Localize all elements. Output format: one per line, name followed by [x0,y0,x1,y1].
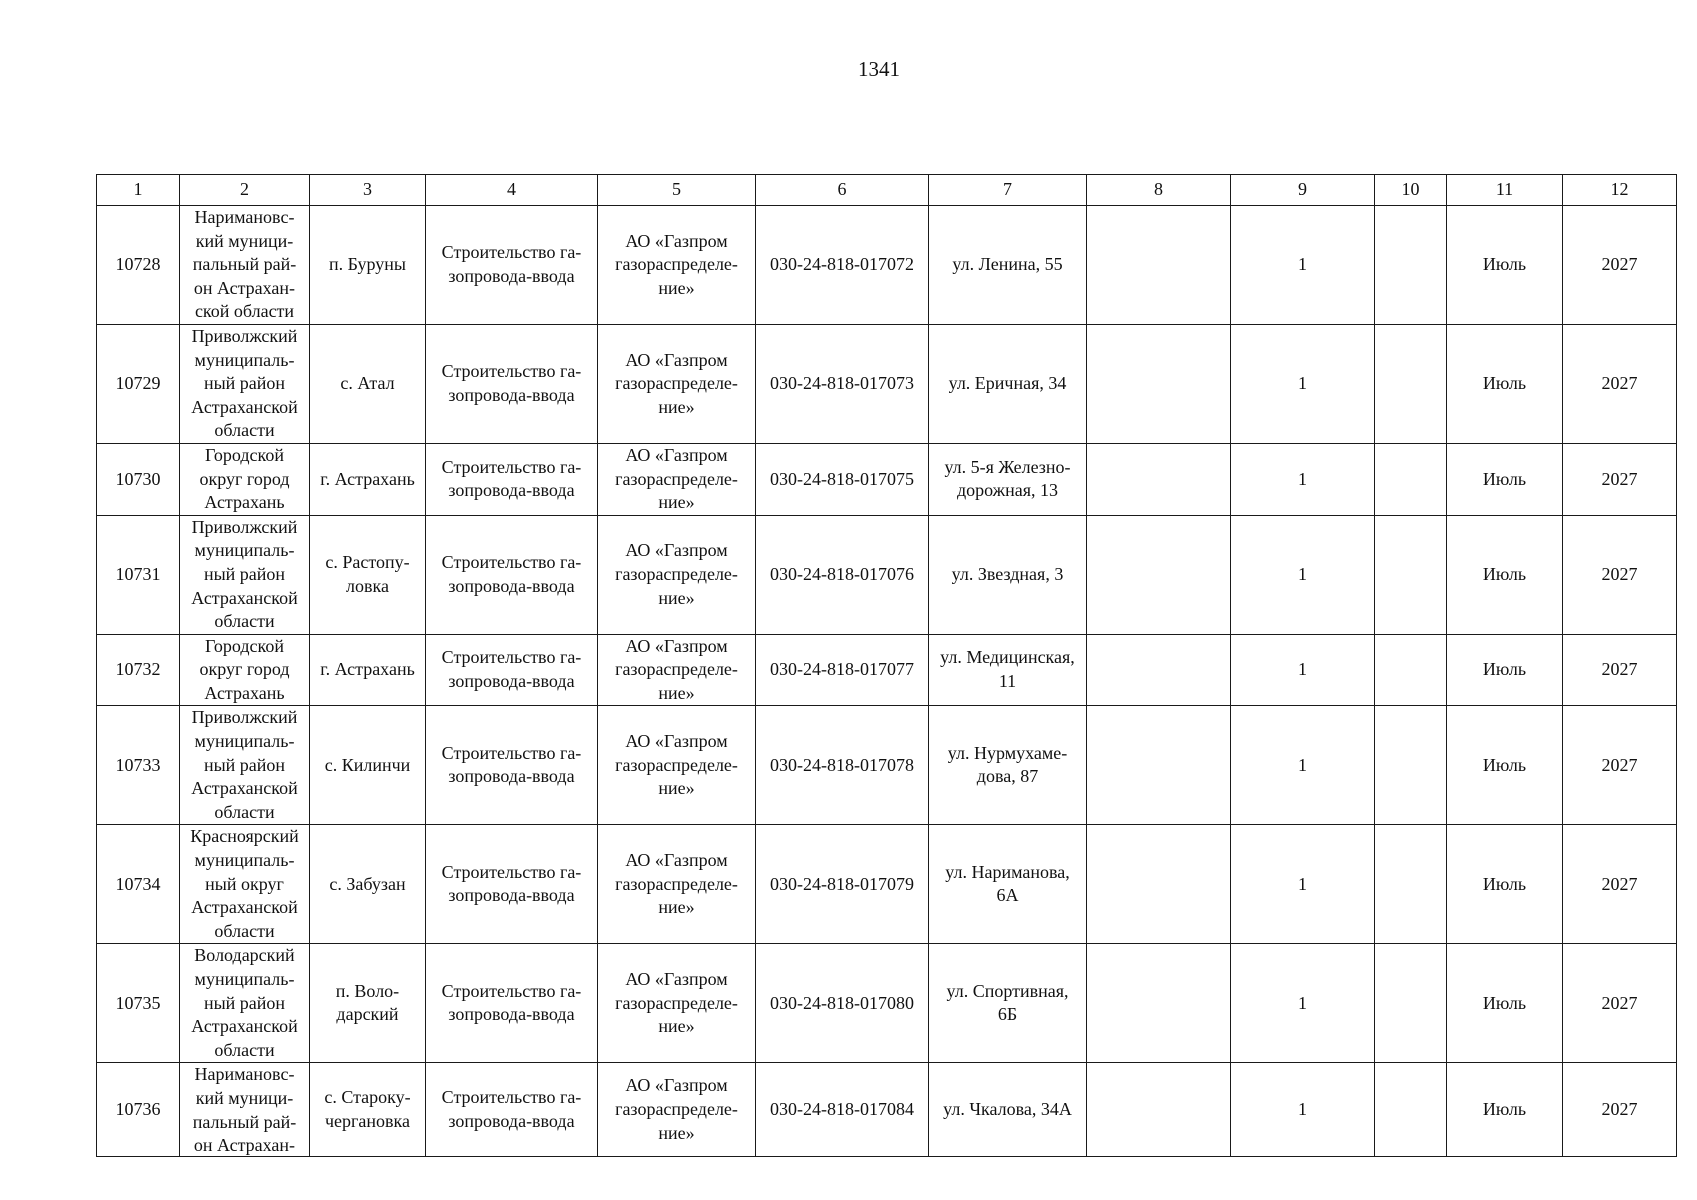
column-8-cell [1087,825,1231,944]
column-8-cell [1087,324,1231,443]
year-cell: 2027 [1563,634,1677,706]
settlement-cell: с. Килинчи [310,706,426,825]
row-number-cell: 10733 [97,706,180,825]
column-10-cell [1375,634,1447,706]
address-cell: ул. Нариманова, 6А [929,825,1087,944]
object-code-cell: 030-24-818-017072 [756,206,929,325]
object-code-cell: 030-24-818-017077 [756,634,929,706]
quantity-cell: 1 [1231,324,1375,443]
row-number-cell: 10736 [97,1063,180,1157]
row-number-cell: 10734 [97,825,180,944]
address-cell: ул. Еричная, 34 [929,324,1087,443]
table-row [97,634,1677,706]
organization-cell: АО «Газпром газораспределе- ние» [598,825,756,944]
year-cell: 2027 [1563,944,1677,1063]
quantity-cell: 1 [1231,825,1375,944]
column-10-cell [1375,1063,1447,1157]
object-code-cell: 030-24-818-017078 [756,706,929,825]
quantity-cell: 1 [1231,1063,1375,1157]
municipality-cell: Приволжский муниципаль- ный район Астраханской области [180,706,310,825]
month-cell: Июль [1447,515,1563,634]
address-cell: ул. Звездная, 3 [929,515,1087,634]
year-cell: 2027 [1563,825,1677,944]
address-cell: ул. 5-я Железно- дорожная, 13 [929,443,1087,515]
month-cell: Июль [1447,206,1563,325]
organization-cell: АО «Газпром газораспределе- ние» [598,324,756,443]
work-type-cell: Строительство га- зопровода-ввода [426,825,598,944]
month-cell: Июль [1447,324,1563,443]
organization-cell: АО «Газпром газораспределе- ние» [598,1063,756,1157]
object-code-cell: 030-24-818-017080 [756,944,929,1063]
table-row [97,443,1677,515]
row-number-cell: 10729 [97,324,180,443]
work-type-cell: Строительство га- зопровода-ввода [426,443,598,515]
address-cell: ул. Нурмухаме- дова, 87 [929,706,1087,825]
address-cell: ул. Спортивная, 6Б [929,944,1087,1063]
address-cell: ул. Ленина, 55 [929,206,1087,325]
row-number-cell: 10732 [97,634,180,706]
quantity-cell: 1 [1231,515,1375,634]
column-8-cell [1087,634,1231,706]
year-cell: 2027 [1563,515,1677,634]
table-row [97,825,1677,944]
column-header: 4 [426,175,598,206]
page-number: 1341 [858,57,900,81]
organization-cell: АО «Газпром газораспределе- ние» [598,206,756,325]
object-code-cell: 030-24-818-017079 [756,825,929,944]
municipality-cell: Володарский муниципаль- ный район Астраханской области [180,944,310,1063]
column-header: 2 [180,175,310,206]
year-cell: 2027 [1563,1063,1677,1157]
quantity-cell: 1 [1231,706,1375,825]
municipality-cell: Наримановс- кий муници- пальный рай- он Астрахан- ской области [180,206,310,325]
column-header: 1 [97,175,180,206]
header-row [97,175,1677,206]
column-header: 7 [929,175,1087,206]
address-cell: ул. Медицинская, 11 [929,634,1087,706]
settlement-cell: г. Астрахань [310,634,426,706]
municipality-cell: Приволжский муниципаль- ный район Астраханской области [180,515,310,634]
column-header: 10 [1375,175,1447,206]
settlement-cell: с. Забузан [310,825,426,944]
settlement-cell: с. Староку- чергановка [310,1063,426,1157]
table-row [97,1063,1677,1157]
settlement-cell: г. Астрахань [310,443,426,515]
column-8-cell [1087,443,1231,515]
quantity-cell: 1 [1231,634,1375,706]
municipality-cell: Приволжский муниципаль- ный район Астраханской области [180,324,310,443]
settlement-cell: с. Растопу- ловка [310,515,426,634]
column-header: 8 [1087,175,1231,206]
table-row [97,706,1677,825]
month-cell: Июль [1447,825,1563,944]
column-header: 6 [756,175,929,206]
column-8-cell [1087,206,1231,325]
work-type-cell: Строительство га- зопровода-ввода [426,634,598,706]
settlement-cell: п. Воло- дарский [310,944,426,1063]
quantity-cell: 1 [1231,944,1375,1063]
column-header: 12 [1563,175,1677,206]
organization-cell: АО «Газпром газораспределе- ние» [598,443,756,515]
quantity-cell: 1 [1231,443,1375,515]
organization-cell: АО «Газпром газораспределе- ние» [598,706,756,825]
work-type-cell: Строительство га- зопровода-ввода [426,324,598,443]
month-cell: Июль [1447,634,1563,706]
year-cell: 2027 [1563,324,1677,443]
column-header: 11 [1447,175,1563,206]
municipality-text: Наримановс- кий муници- пальный рай- он Астрахан- [192,1064,297,1156]
object-code-cell: 030-24-818-017084 [756,1063,929,1157]
organization-cell: АО «Газпром газораспределе- ние» [598,515,756,634]
registry-table [96,174,1677,1157]
column-10-cell [1375,206,1447,325]
column-8-cell [1087,1063,1231,1157]
row-number-cell: 10735 [97,944,180,1063]
row-number-cell: 10728 [97,206,180,325]
object-code-cell: 030-24-818-017075 [756,443,929,515]
table-row [97,515,1677,634]
municipality-cell: Городской округ город Астрахань [180,634,310,706]
column-header: 9 [1231,175,1375,206]
work-type-cell: Строительство га- зопровода-ввода [426,944,598,1063]
month-cell: Июль [1447,944,1563,1063]
year-cell: 2027 [1563,706,1677,825]
settlement-cell: с. Атал [310,324,426,443]
work-type-cell: Строительство га- зопровода-ввода [426,206,598,325]
column-header: 3 [310,175,426,206]
month-cell: Июль [1447,1063,1563,1157]
column-10-cell [1375,324,1447,443]
organization-cell: АО «Газпром газораспределе- ние» [598,944,756,1063]
row-number-cell: 10730 [97,443,180,515]
work-type-cell: Строительство га- зопровода-ввода [426,515,598,634]
column-8-cell [1087,944,1231,1063]
table-row [97,944,1677,1063]
column-header: 5 [598,175,756,206]
row-number-cell: 10731 [97,515,180,634]
year-cell: 2027 [1563,206,1677,325]
column-10-cell [1375,825,1447,944]
month-cell: Июль [1447,706,1563,825]
municipality-cell [180,1063,310,1157]
column-8-cell [1087,706,1231,825]
municipality-cell: Красноярский муниципаль- ный округ Астраханской области [180,825,310,944]
column-8-cell [1087,515,1231,634]
column-10-cell [1375,515,1447,634]
quantity-cell: 1 [1231,206,1375,325]
table-row [97,206,1677,325]
month-cell: Июль [1447,443,1563,515]
work-type-cell: Строительство га- зопровода-ввода [426,706,598,825]
object-code-cell: 030-24-818-017076 [756,515,929,634]
year-cell: 2027 [1563,443,1677,515]
municipality-cell: Городской округ город Астрахань [180,443,310,515]
column-10-cell [1375,706,1447,825]
work-type-cell: Строительство га- зопровода-ввода [426,1063,598,1157]
object-code-cell: 030-24-818-017073 [756,324,929,443]
table-row [97,324,1677,443]
organization-cell: АО «Газпром газораспределе- ние» [598,634,756,706]
address-cell: ул. Чкалова, 34А [929,1063,1087,1157]
column-10-cell [1375,944,1447,1063]
settlement-cell: п. Буруны [310,206,426,325]
column-10-cell [1375,443,1447,515]
